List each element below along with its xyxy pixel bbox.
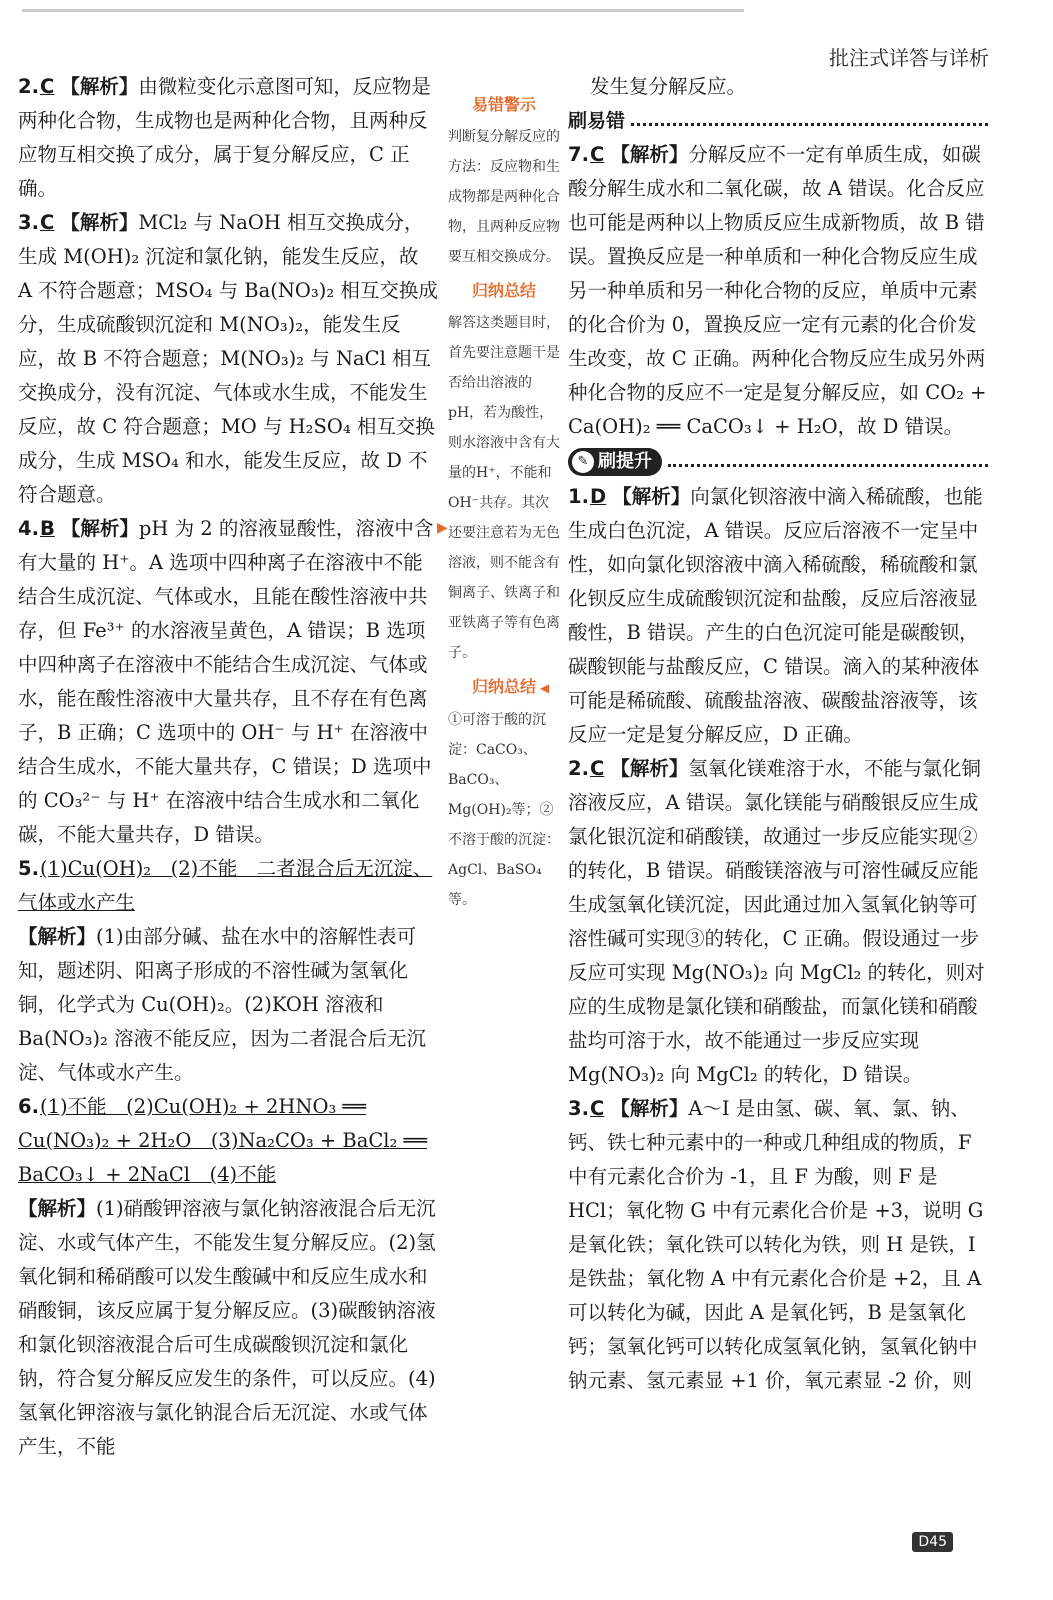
analysis-text: 分解反应不一定有单质生成，如碳酸分解生成水和二氧化碳，故 A 错误。化合反应也可能是两种以上物质反应生成新物质，故 B 错误。置换反应是一种单质和一种化合物反应生成另一种单质和另一种化合物的反应，单质中元素的化合价为 0，置换反应一定有元素的化合价发生改变，故 C 正确。两种化合物反应生成另外两种化合物的反应不一定是复分解反应，如 CO₂ + Ca(OH)₂ ══ CaCO₃↓ + H₂O，故 D 错误。 — [568, 143, 987, 438]
top-rule — [22, 9, 744, 12]
analysis-tag: 【解析】 — [612, 485, 691, 508]
side-note-title: 归纳总结 — [472, 281, 537, 300]
analysis-text: A～I 是由氢、碳、氧、氯、钠、钙、铁七种元素中的一种或几种组成的物质，F 中有元素化合价为 -1，且 F 为酸，则 F 是 HCl；氧化物 G 中有元素化合价是 +3，说明 G 是氧化铁；氧化铁可以转化为铁，则 H 是铁，I 是铁盐；氧化物 A 中有元素化合价是 +2，且 A 可以转化为碱，因此 A 是氧化钙，B 是氢氧化钙；氢氧化钙可以转化成氢氧化钠，氢氧化钠中钠元素、氢元素显 +1 价，氧元素显 -2 价，则 — [568, 1097, 984, 1392]
item-number: 3. — [568, 1097, 589, 1120]
side-note-title: 易错警示 — [472, 95, 537, 114]
improve-item-2 — [568, 752, 988, 1092]
analysis-tag: 【解析】 — [60, 211, 139, 234]
item-number: 2. — [18, 75, 39, 98]
item-number: 3. — [18, 211, 39, 234]
item-number: 2. — [568, 757, 589, 780]
answer-letter: B — [40, 517, 55, 540]
analysis-tag: 【解析】 — [60, 517, 139, 540]
side-note-text: ①可溶于酸的沉淀：CaCO₃、BaCO₃、Mg(OH)₂等；②不溶于酸的沉淀：AgCl、BaSO₄ 等。 — [448, 712, 560, 908]
answer-text: (1)不能 (2)Cu(OH)₂ + 2HNO₃ ══ Cu(NO₃)₂ + 2H₂O (3)Na₂CO₃ + BaCl₂ ══ BaCO₃↓ + 2NaCl (4)不能 — [18, 1095, 428, 1186]
answer-item-2 — [18, 70, 438, 206]
item-number: 6. — [18, 1095, 39, 1118]
answer-letter: C — [590, 143, 605, 166]
analysis-tag: 【解析】 — [60, 75, 139, 98]
dotted-divider — [668, 464, 988, 467]
right-column — [568, 70, 988, 1398]
analysis-text: MCl₂ 与 NaOH 相互交换成分，生成 M(OH)₂ 沉淀和氯化钠，能发生反应，故 A 不符合题意；MSO₄ 与 Ba(NO₃)₂ 相互交换成分，生成硫酸钡沉淀和 M(NO₃)₂，能发生反应，故 B 不符合题意；M(NO₃)₂ 与 NaCl 相互交换成分，没有沉淀、气体或水生成，不能发生反应，故 C 符合题意；MO 与 H₂SO₄ 相互交换成分，生成 MSO₄ 和水，能发生反应，故 D 不符合题意。 — [18, 211, 438, 506]
left-column — [18, 70, 438, 1464]
answer-item-7 — [568, 138, 988, 444]
item-number: 1. — [568, 485, 589, 508]
side-note-text: 判断复分解反应的方法：反应物和生成物都是两种化合物，且两种反应物要互相交换成分。 — [448, 129, 560, 265]
answer-item-3 — [18, 206, 438, 512]
answer-item-6 — [18, 1090, 438, 1464]
analysis-tag: 【解析】 — [18, 1197, 97, 1220]
answer-letter: C — [40, 211, 55, 234]
continued-text: 发生复分解反应。 — [590, 75, 747, 98]
analysis-text: 向氯化钡溶液中滴入稀硫酸，也能生成白色沉淀，A 错误。反应后溶液不一定呈中性，如向氯化钡溶液中滴入稀硫酸，稀硫酸和氯化钡反应生成硫酸钡沉淀和盐酸，反应后溶液显酸性，B 错误。产生的白色沉淀可能是碳酸钡，碳酸钡能与盐酸反应，C 错误。滴入的某种液体可能是稀硫酸、硫酸盐溶液、碳酸盐溶液等，该反应一定是复分解反应，D 正确。 — [568, 485, 983, 746]
analysis-text: 由微粒变化示意图可知，反应物是两种化合物，生成物也是两种化合物，且两种反应物互相交换了成分，属于复分解反应，C 正确。 — [18, 75, 431, 200]
analysis-tag: 【解析】 — [610, 1097, 689, 1120]
side-note-arrow-icon: ▶ — [437, 520, 448, 536]
answer-letter: C — [590, 757, 605, 780]
page-header: 批注式详答与详析 — [829, 46, 989, 70]
section-title: 刷易错 — [568, 110, 626, 132]
answer-item-4 — [18, 512, 438, 852]
item-number: 5. — [18, 857, 39, 880]
item-number: 4. — [18, 517, 39, 540]
section-badge — [568, 448, 662, 476]
analysis-text: (1)硝酸钾溶液与氯化钠溶液混合后无沉淀、水或气体产生，不能发生复分解反应。(2)氢氧化铜和稀硝酸可以发生酸碱中和反应生成水和硝酸铜，该反应属于复分解反应。(3)碳酸钠溶液和氯化钡溶液混合后可生成碳酸钡沉淀和氯化钠，符合复分解反应发生的条件，可以反应。(4)氢氧化钾溶液与氯化钠混合后无沉淀、水或气体产生，不能 — [18, 1197, 436, 1458]
analysis-tag: 【解析】 — [610, 757, 689, 780]
answer-text: (1)Cu(OH)₂ (2)不能 二者混合后无沉淀、气体或水产生 — [18, 857, 433, 914]
item-number: 7. — [568, 143, 589, 166]
side-note-text: 解答这类题目时，首先要注意题干是否给出溶液的pH，若为酸性，则水溶液中含有大量的H⁺，不能和OH⁻共存。其次还要注意若为无色溶液，则不能含有铜离子、铁离子和亚铁离子等有色离子。 — [448, 315, 560, 661]
improve-item-1 — [568, 480, 988, 752]
pen-icon: ✎ — [572, 451, 594, 473]
page-number: D45 — [912, 1532, 953, 1552]
improve-item-3 — [568, 1092, 988, 1398]
answer-letter: C — [40, 75, 55, 98]
answer-letter: D — [590, 485, 607, 508]
answer-item-5 — [18, 852, 438, 1090]
analysis-text: (1)由部分碱、盐在水中的溶解性表可知，题述阴、阳离子形成的不溶性碱为氢氧化铜，化学式为 Cu(OH)₂。(2)KOH 溶液和 Ba(NO₃)₂ 溶液不能反应，因为二者混合后无沉淀、气体或水产生。 — [18, 925, 427, 1084]
side-note-title: 归纳总结 ◀ — [472, 672, 560, 703]
analysis-tag: 【解析】 — [610, 143, 689, 166]
section-header-errors — [568, 104, 988, 138]
analysis-text: 氢氧化镁难溶于水，不能与氯化铜溶液反应，A 错误。氯化镁能与硝酸银反应生成氯化银沉淀和硝酸镁，故通过一步反应能实现②的转化，B 错误。硝酸镁溶液与可溶性碱反应能生成氢氧化镁沉淀，因此通过加入氢氧化钠等可溶性碱可实现③的转化，C 正确。假设通过一步反应可实现 Mg(NO₃)₂ 向 MgCl₂ 的转化，则对应的生成物是氯化镁和硝酸盐，而氯化镁和硝酸盐均可溶于水，故不能通过一步反应实现 Mg(NO₃)₂ 向 MgCl₂ 的转化，D 错误。 — [568, 757, 985, 1086]
side-notes — [448, 86, 560, 915]
analysis-text: pH 为 2 的溶液显酸性，溶液中含有大量的 H⁺。A 选项中四种离子在溶液中不能结合生成沉淀、气体或水，且能在酸性溶液中共存，但 Fe³⁺ 的水溶液呈黄色，A 错误；B 选项中四种离子在溶液中不能结合生成沉淀、气体或水，能在酸性溶液中大量共存，且不存在有色离子，B 正确；C 选项中的 OH⁻ 与 H⁺ 在溶液中结合生成水，不能大量共存，C 错误；D 选项中的 CO₃²⁻ 与 H⁺ 在溶液中结合生成水和二氧化碳，不能大量共存，D 错误。 — [18, 517, 434, 846]
answer-letter: C — [590, 1097, 605, 1120]
section-header-improve — [568, 448, 988, 476]
analysis-tag: 【解析】 — [18, 925, 97, 948]
section-title: 刷提升 — [598, 451, 652, 472]
dotted-divider — [631, 123, 988, 126]
